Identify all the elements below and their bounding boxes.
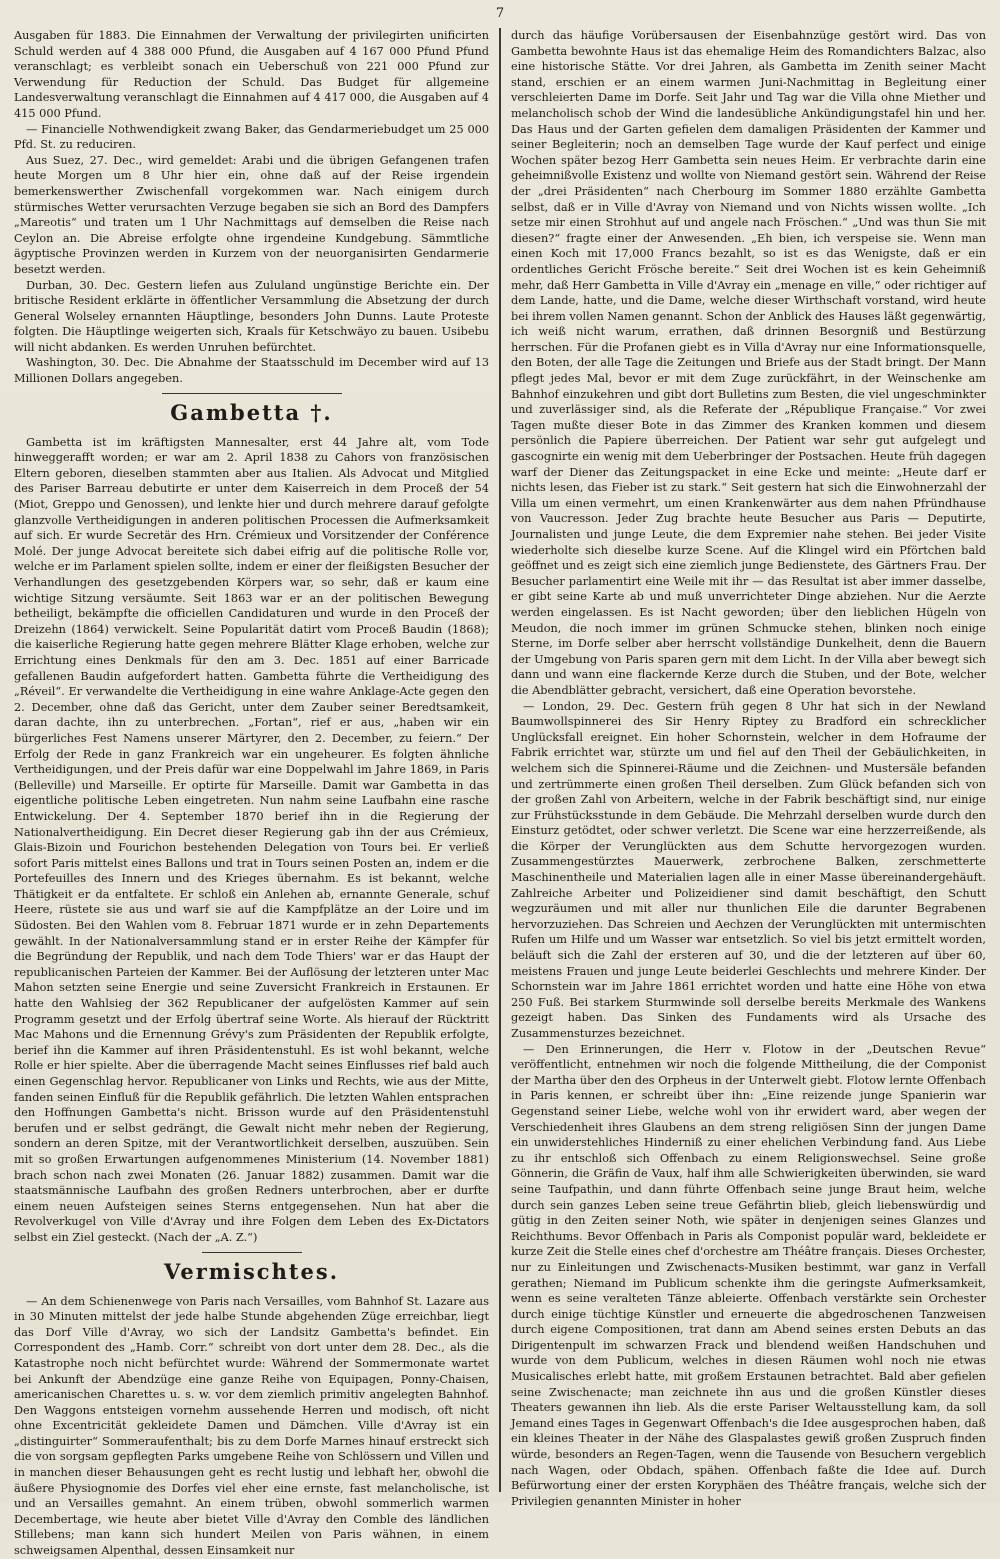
section-divider	[162, 393, 342, 394]
london-paragraph: — London, 29. Dec. Gestern früh gegen 8 Uhr hat sich in der Newland Baumwollspinnerei des Sir Henry Riptey zu Bradford ein schrecklicher Unglücksfall ereignet. Ein hoher Schornstein, welcher in dem Hofraume der Fabrik errichtet war, stürzte um und fiel auf den Theil der Gebäulichkeiten, in welchem sich die Spinnerei-Räume und die Zeichnen- und Mustersäle befanden und zertrümmerte einen großen Theil derselben. Zum Glück befanden sich von der großen Zahl von Arbeitern, welche in der Fabrik beschäftigt sind, nur einige zur Frühstücksstunde in dem Gebäude. Die Mehrzahl derselben wurde durch den Einsturz getödtet, oder schwer verletzt. Die Scene war eine herzzerreißende, als die Körper der Verunglückten aus dem Schutte hervorgezogen wurden. Zusammengestürztes Mauerwerk, zerbrochene Balken, zerschmetterte Maschinentheile und Materialien lagen alle in einer Masse übereinandergehäuft. Zahlreiche Arbeiter und Polizeidiener sind damit beschäftigt, den Schutt wegzuräumen und mit aller nur thunlichen Eile die darunter Begrabenen hervorzuziehen. Das Schreien und Aechzen der Verunglückten mit untermischten Rufen um Hilfe und um Wasser war entsetzlich. So viel bis jetzt ermittelt worden, beläuft sich die Zahl der ersteren auf 30, und die der letzteren auf über 60, meistens Frauen und junge Leute beiderlei Geschlechts und mehrere Kinder. Der Schornstein war im Jahre 1861 errichtet worden und hatte eine Höhe von etwa 250 Fuß. Bei starkem Sturmwinde soll derselbe bereits Merkmale des Wankens gezeigt haben. Das Sinken des Fundaments wird als Ursache des Zusammensturzes bezeichnet.	[510, 699, 986, 1040]
ville-davray-paragraph: — An dem Schienenwege von Paris nach Versailles, vom Bahnhof St. Lazare aus in 30 Minuten mittelst der jede halbe Stunde abgehenden Züge erreichbar, liegt das Dorf Ville d'Avray, wo sich der Landsitz Gambetta's befindet. Ein Correspondent des „Hamb. Corr.“ schreibt von dort unter dem 28. Dec., als die Katastrophe noch nicht befürchtet wurde: Während der Sommermonate wartet bei Ankunft der Abendzüge eine ganze Reihe von Equipagen, Ponny-Chaisen, americanischen Charettes u. s. w. vor dem ziemlich primitiv angelegten Bahnhof. Den Waggons entsteigen vornehm aussehende Herren und modisch, oft nicht ohne Excentricität gekleidete Damen und Dämchen. Ville d'Avray ist ein „distinguirter“ Sommeraufenthalt; bis zu dem Dorfe Marnes hinauf erstreckt sich die von sorgsam gepflegten Parks umgebene Reihe von Schlössern und Villen und in manchen dieser Behausungen geht es recht lustig und lebhaft her, obwohl die äußere Physiognomie des Dorfes viel eher eine ernste, fast melancholische, ist und an Versailles gemahnt. An einem trüben, obwohl sommerlich warmen Decembertage, wie heute aber bietet Ville d'Avray den Comble des ländlichen Stillebens; man kann sich hundert Meilen von Paris wähnen, in einem schweigsamen Alpenthal, dessen Einsamkeit nur	[14, 1294, 490, 1558]
columns	[14, 28, 986, 1558]
left-column	[14, 28, 497, 1558]
durban-paragraph: Durban, 30. Dec. Gestern liefen aus Zululand ungünstige Berichte ein. Der britische Resident erklärte in öffentlicher Versammlung die Absetzung der durch General Wolseley ernannten Häuptlinge, besonders John Dunns. Laute Proteste folgten. Die Häuptlinge weigerten sich, Kraals für Ketschwäyo zu bauen. Usibebu will nicht abdanken. Es werden Unruhen befürchtet.	[14, 278, 490, 354]
gambetta-heading: Gambetta †.	[170, 399, 333, 425]
finance-paragraph: Ausgaben für 1883. Die Einnahmen der Verwaltung der privilegirten unificirten Schuld werden auf 4 388 000 Pfund, die Ausgaben auf 4 167 000 Pfund Pfund veranschlagt; es verbleibt sonach ein Ueberschuß von 221 000 Pfund zur Verwendung für Reduction der Schuld. Das Budget für allgemeine Landesverwaltung veranschlagt die Einnahmen auf 4 417 000, die Ausgaben auf 4 415 000 Pfund.	[14, 29, 490, 120]
right-column	[503, 28, 986, 1508]
suez-paragraph: Aus Suez, 27. Dec., wird gemeldet: Arabi und die übrigen Gefangenen trafen heute Morgen um 8 Uhr hier ein, ohne daß auf der Reise irgendein bemerkenswerther Zwischenfall vorgekommen war. Nach einigem durch stürmisches Wetter verursachten Verzuge begaben sie sich an Bord des Dampfers „Mareotis“ und traten um 1 Uhr Nachmittags auf demselben die Reise nach Ceylon an. Die Abreise erfolgte ohne irgendeine Kundgebung. Sämmtliche ägyptische Provinzen werden in Kurzem von der neuorganisirten Gendarmerie besetzt werden.	[14, 153, 490, 276]
gendarmerie-paragraph: — Financielle Nothwendigkeit zwang Baker, das Gendarmeriebudget um 25 000 Pfd. St. zu reduciren.	[14, 122, 490, 152]
vermischtes-heading: Vermischtes.	[163, 1258, 340, 1284]
flotow-paragraph: — Den Erinnerungen, die Herr v. Flotow in der „Deutschen Revue“ veröffentlicht, entnehmen wir noch die folgende Mittheilung, die der Componist der Martha über den des Orpheus in der Unterwelt giebt. Flotow lernte Offenbach in Paris kennen, er schreibt über ihn: „Eine reizende junge Spanierin war Gegenstand seiner Liebe, welche wohl von ihr erwidert ward, aber wegen der Verschiedenheit ihres Glaubens an dem streng religiösen Sinn der jungen Dame ein unwiderstehliches Hinderniß zu einer ehelichen Verbindung fand. Aus Liebe zu ihr entschloß sich Offenbach zu einem Religionswechsel. Seine große Gönnerin, die Gräfin de Vaux, half ihm alle Schwierigkeiten überwinden, sie ward seine Taufpathin, und dann führte Offenbach seine junge Braut heim, welche durch sein ganzes Leben seine treue Gefährtin blieb, gleich liebenswürdig und gütig in den Zeiten seiner Noth, wie später in denjenigen seines Glanzes und Reichthums. Bevor Offenbach in Paris als Componist populär ward, bekleidete er kurze Zeit die Stelle eines chef d'orchestre am Théâtre français. Dieses Orchester, nur zu Einleitungen und Zwischenacts-Musiken bestimmt, war ganz in Verfall gerathen; Niemand im Publicum schenkte ihm die geringste Aufmerksamkeit, wenn es seine veralteten Tänze ableierte. Offenbach verstärkte sein Orchester durch einige tüchtige Künstler und erneuerte die abgedroschenen Tanzweisen durch eigene Compositionen, trat dann am Abend seines ersten Debuts an das Dirigentenpult im schwarzen Frack und blendend weißen Handschuhen und wurde von dem Publicum, welches in diesen Räumen wohl noch nie etwas Musicalisches erlebt hatte, mit großem Erstaunen betrachtet. Bald aber gefielen seine Zwischenacte; man zeichnete ihn aus und die großen Künstler dieses Theaters gewannen ihn lieb. Als die erste Pariser Weltausstellung kam, da soll Jemand eines Tages in Gegenwart Offenbach's die Idee ausgesprochen haben, daß ein kleines Theater in der Nähe des Glaspalastes gewiß großen Zuspruch finden würde, besonders an Regen-Tagen, wenn die Tausende von Besuchern vergeblich nach Wagen, oder Obdach, spähen. Offenbach faßte die Idee auf. Durch Befürwortung einer der ersten Koryphäen des Théâtre français, welche sich der Privilegien genannten Minister in hoher	[510, 1042, 986, 1508]
page-number: 7	[495, 6, 505, 21]
gambetta-obituary: Gambetta ist im kräftigsten Mannesalter, erst 44 Jahre alt, vom Tode hinweggerafft worden; er war am 2. April 1838 zu Cahors von französischen Eltern geboren, dieselben stammten aber aus Italien. Als Advocat und Mitglied des Pariser Barreau debutirte er unter dem Kaiserreich in dem Proceß der 54 (Miot, Greppo und Genossen), und lenkte hier und durch mehrere darauf gefolgte glanzvolle Vertheidigungen in anderen politischen Processen die Aufmerksamkeit auf sich. Er wurde Secretär des Hrn. Crémieux und Vorsitzender der Conférence Molé. Der junge Advocat bereitete sich dabei eifrig auf die politische Rolle vor, welche er im Parlament spielen sollte, indem er einer der fleißigsten Besucher der Verhandlungen des gesetzgebenden Körpers war, so sehr, daß er kaum eine wichtige Sitzung versäumte. Seit 1863 war er an der politischen Bewegung betheiligt, bekämpfte die officiellen Candidaturen und wurde in den Proceß der Dreizehn (1864) verwickelt. Seine Popularität datirt vom Proceß Baudin (1868); die kaiserliche Regierung hatte gegen mehrere Blätter Klage erhoben, welche zur Errichtung eines Denkmals für den am 3. Dec. 1851 auf einer Barricade gefallenen Baudin aufgefordert hatten. Gambetta führte die Vertheidigung des „Réveil“. Er verwandelte die Vertheidigung in eine wahre Anklage-Acte gegen den 2. December, ohne daß das Gericht, unter dem Zauber seiner Beredtsamkeit, daran dachte, ihn zu unterbrechen. „Fortan“, rief er aus, „haben wir ein bürgerliches Fest Namens unserer Märtyrer, den 2. December, zu feiern.“ Der Erfolg der Rede in ganz Frankreich war ein ungeheurer. Es folgten ähnliche Vertheidigungen, und der Preis dafür war eine Doppelwahl im Jahre 1869, in Paris (Belleville) und Marseille. Er optirte für Marseille. Damit war Gambetta in das eigentliche politische Leben eingetreten. Nun nahm seine Laufbahn eine rasche Entwickelung. Der 4. September 1870 berief ihn in die Regierung der Nationalvertheidigung. Ein Decret dieser Regierung gab ihn der aus Crémieux, Glais-Bizoin und Fourichon bestehenden Delegation von Tours bei. Er verließ sofort Paris mittelst eines Ballons und trat in Tours seinen Posten an, indem er die Portefeuilles des Innern und des Krieges übernahm. Es ist bekannt, welche Thätigkeit er da entfaltete. Er schloß ein Anlehen ab, ernannte Generale, schuf Heere, rüstete sie aus und warf sie auf die Kampfplätze an der Loire und im Südosten. Bei den Wahlen vom 8. Februar 1871 wurde er in zehn Departements gewählt. In der Nationalversammlung stand er in erster Reihe der Kämpfer für die Begründung der Republik, und nach dem Tode Thiers' war er das Haupt der republicanischen Parteien der Kammer. Bei der Auflösung der letzteren unter Mac Mahon setzten seine Energie und seine Zuversicht Frankreich in Erstaunen. Er hatte den Wahlsieg der 362 Republicaner der aufgelösten Kammer auf sein Programm gesetzt und der Erfolg übertraf seine Worte. Als hierauf der Rücktritt Mac Mahons und die Ernennung Grévy's zum Präsidenten der Republik erfolgte, berief ihn die Kammer auf ihren Präsidentenstuhl. Es ist wohl bekannt, welche Rolle er hier spielte. Aber die überragende Macht seines Einflusses rief bald auch einen Gegenschlag hervor. Republicaner von Links und Rechts, wie aus der Mitte, fanden seinen Einfluß für die Republik gefährlich. Die letzten Wahlen entsprachen den Hoffnungen Gambetta's nicht. Brisson wurde auf den Präsidentenstuhl berufen und er selbst gedrängt, die Gewalt nicht mehr neben der Regierung, sondern an deren Spitze, mit der Verantwortlichkeit derselben, auszuüben. Sein mit so großen Erwartungen aufgenommenes Ministerium (14. November 1881) brach schon nach zwei Monaten (26. Januar 1882) zusammen. Damit war die staatsmännische Laufbahn des großen Redners unterbrochen, aber er durfte einem neuen Aufsteigen seines Sterns entgegensehen. Nun hat aber die Revolverkugel von Ville d'Avray und ihre Folgen dem Leben des Ex-Dictators selbst ein Ziel gesteckt. (Nach der „A. Z.“)	[14, 435, 490, 1244]
section-divider	[202, 1252, 302, 1253]
washington-paragraph: Washington, 30. Dec. Die Abnahme der Staatsschuld im December wird auf 13 Millionen Dollars angegeben.	[14, 356, 490, 386]
column-rule	[499, 28, 501, 1492]
ville-davray-continued: durch das häufige Vorübersausen der Eisenbahnzüge gestört wird. Das von Gambetta bewohnte Haus ist das ehemalige Heim des Romandichters Balzac, also eine historische Stätte. Vor drei Jahren, als Gambetta im Zenith seiner Macht stand, erschien er an einem warmen Juni-Nachmittag in Begleitung einer verschleierten Dame im Dorfe. Seit Jahr und Tag war die Villa ohne Miether und melancholisch schob der Wind die landesübliche Ankündigungstafel hin und her. Das Haus und der Garten gefielen dem damaligen Präsidenten der Kammer und seiner Begleiterin; noch an demselben Tage wurde der Kauf perfect und einige Wochen später bezog Herr Gambetta sein neues Heim. Er verbrachte darin eine geheimnißvolle Existenz und wollte von Niemand gestört sein. Während der Reise der „drei Präsidenten“ nach Cherbourg im Sommer 1880 erzählte Gambetta selbst, daß er in Ville d'Avray von Niemand und von Nichts wissen wollte. „Ich setze mir einen Strohhut auf und angele nach Fröschen.“ „Und was thun Sie mit diesen?“ fragte einer der Anwesenden. „Eh bien, ich verspeise sie. Wenn man einen Koch mit 17,000 Francs bezahlt, so ist es das Wenigste, daß er ein ordentliches Gericht Frösche bereite.“ Seit drei Wochen ist es kein Geheimniß mehr, daß Herr Gambetta in Ville d'Avray ein „menage en ville,“ oder richtiger auf dem Lande, hatte, und die Dame, welche dieser Wirthschaft vorstand, wird heute bei ihrem vollen Namen genannt. Schon der Anblick des Hauses läßt gegenwärtig, ich weiß nicht warum, errathen, daß drinnen Besorgniß und Bestürzung herrschen. Für die Profanen giebt es in Villa d'Avray nur eine Informationsquelle, den Boten, der alle Tage die Zeitungen und Briefe aus der Stadt bringt. Der Mann pflegt jedes Mal, bevor er mit dem Zuge zurückfährt, in der Weinschenke am Bahnhof einzukehren und gibt dort Bulletins zum Besten, die viel ungeschminkter und zuverlässiger sind, als die Referate der „République Française.“ Vor zwei Tagen mußte dieser Bote in das Zimmer des Kranken kommen und diesem persönlich die Papiere überreichen. Der Patient war sehr gut aufgelegt und gascognirte ein wenig mit dem Ueberbringer der Postsachen. Heute früh dagegen warf der Diener das Zeitungspacket in eine Ecke und meinte: „Heute darf er nichts lesen, das Fieber ist zu stark.“ Seit gestern hat sich die Einwohnerzahl der Villa um einen vermehrt, um einen Krankenwärter aus dem nahen Pfründhause von Vaucresson. Jeder Zug brachte heute Besucher aus Paris — Deputirte, Journalisten und junge Leute, die dem Expremier nahe stehen. Bei jeder Visite wiederholte sich dieselbe kurze Scene. Auf die Klingel wird ein Pförtchen bald geöffnet und es zeigt sich eine ziemlich junge Bedienstete, des Gärtners Frau. Der Besucher parlamentirt eine Weile mit ihr — das Resultat ist aber immer dasselbe, er gibt seine Karte ab und muß unverrichteter Dinge abziehen. Nur die Aerzte werden eingelassen. Es ist Nacht geworden; über den lieblichen Hügeln von Meudon, die noch immer im grünen Schmucke stehen, blinken noch einige Sterne, im Dorfe selber aber herrscht vollständige Dunkelheit, denn die Bauern der Umgebung von Paris sparen gern mit dem Licht. In der Villa aber bewegt sich dann und wann eine flackernde Kerze durch die Stuben, und der Bote, welcher die Abendblätter gebracht, versichert, daß eine Operation bevorstehe.	[510, 29, 986, 697]
